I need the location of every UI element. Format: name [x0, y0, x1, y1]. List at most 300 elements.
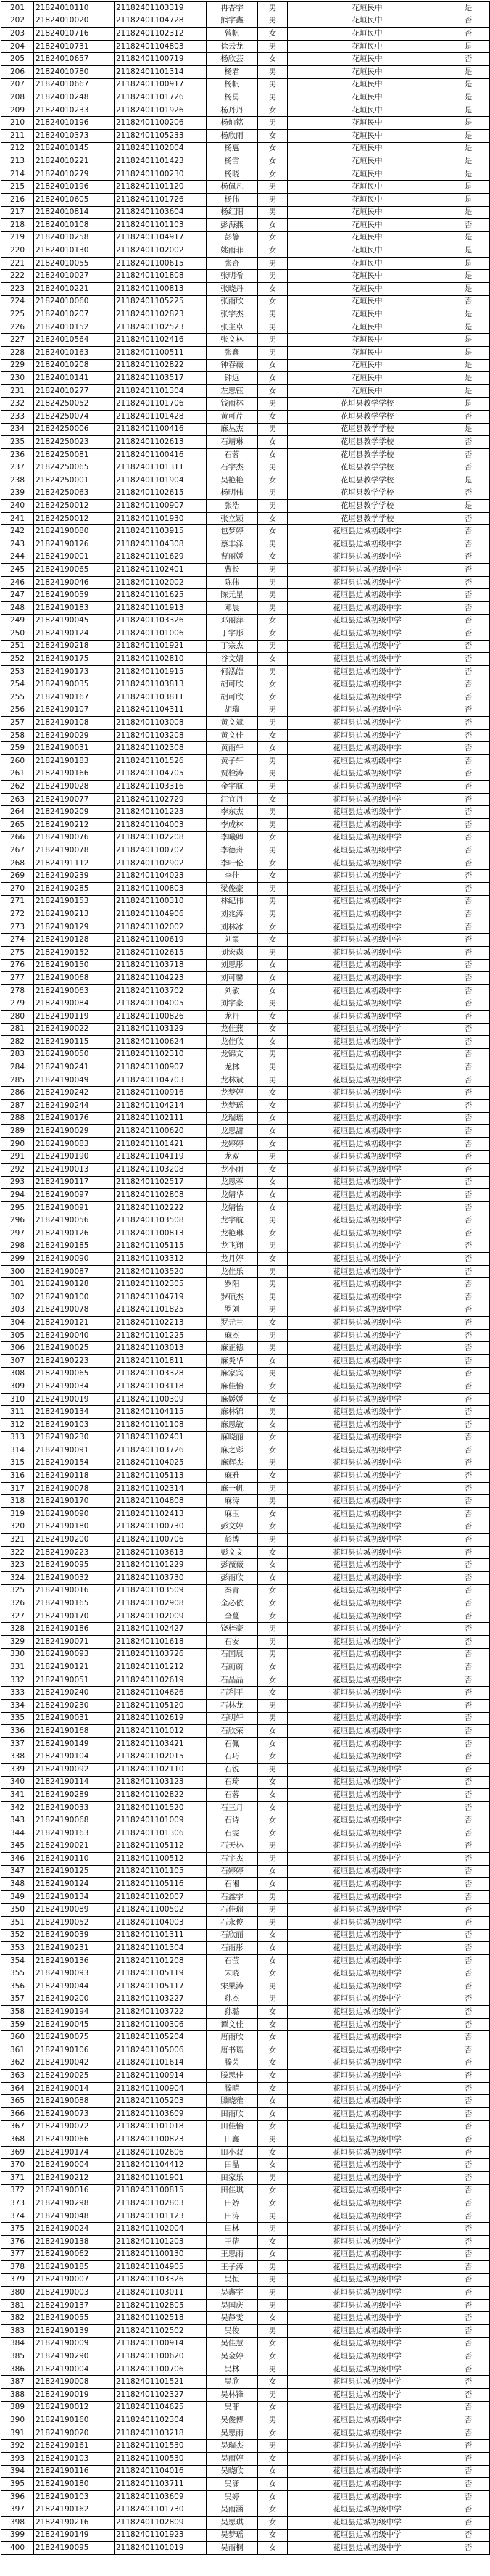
table-row [1, 2095, 490, 2108]
status-flag: 否 [447, 1648, 490, 1661]
student-name: 石天林 [207, 1840, 258, 1853]
gender: 女 [258, 283, 288, 296]
status-flag: 否 [447, 2159, 490, 2172]
student-name: 宋晓 [207, 1967, 258, 1980]
gender: 女 [258, 831, 288, 844]
status-flag: 否 [447, 1712, 490, 1725]
school-name: 花垣民中 [288, 142, 447, 155]
registration-number: 21824190124 [34, 627, 115, 641]
table-row [1, 104, 490, 117]
row-number: 279 [1, 997, 34, 1011]
candidate-number: 21182401103118 [115, 1380, 207, 1394]
gender: 女 [258, 359, 288, 372]
row-number: 386 [1, 2363, 34, 2376]
status-flag: 否 [447, 1801, 490, 1814]
school-name: 花垣县边城初级中学 [288, 921, 447, 934]
student-name: 吴晓欣 [207, 2465, 258, 2478]
status-flag: 否 [447, 2427, 490, 2440]
candidate-number: 21182401105115 [115, 1240, 207, 1253]
row-number: 211 [1, 129, 34, 142]
row-number: 352 [1, 1929, 34, 1942]
registration-number: 21824190186 [34, 1623, 115, 1636]
school-name: 花垣县边城初级中学 [288, 2197, 447, 2210]
table-row [1, 2018, 490, 2031]
registration-number: 21824190153 [34, 895, 115, 908]
status-flag: 否 [447, 1890, 490, 1904]
row-number: 273 [1, 921, 34, 934]
status-flag: 否 [447, 1137, 490, 1151]
student-name: 田涛 [207, 2210, 258, 2223]
registration-number: 21824190126 [34, 538, 115, 551]
registration-number: 21824190100 [34, 1291, 115, 1304]
gender: 女 [258, 168, 288, 181]
row-number: 340 [1, 1776, 34, 1789]
row-number: 322 [1, 1546, 34, 1559]
table-row [1, 1904, 490, 1917]
status-flag: 否 [447, 1125, 490, 1138]
candidate-number: 21182401101618 [115, 1636, 207, 1649]
student-name: 秦青 [207, 1584, 258, 1597]
row-number: 379 [1, 2273, 34, 2287]
school-name: 花垣县教学学校 [288, 398, 447, 411]
student-name: 杨雪 [207, 155, 258, 168]
candidate-number: 21182401103129 [115, 1023, 207, 1036]
student-name: 麻辉杰 [207, 1457, 258, 1470]
candidate-number: 21182401104115 [115, 1406, 207, 1419]
registration-number: 21824190093 [34, 1648, 115, 1661]
registration-number: 21824190095 [34, 1559, 115, 1572]
school-name: 花垣县边城初级中学 [288, 1917, 447, 1930]
status-flag: 否 [447, 295, 490, 308]
status-flag: 否 [447, 2453, 490, 2466]
registration-number: 21824190242 [34, 1087, 115, 1100]
student-name: 石林龙 [207, 1699, 258, 1712]
gender: 男 [258, 1151, 288, 1164]
gender: 女 [258, 1176, 288, 1189]
registration-number: 21824190063 [34, 984, 115, 997]
registration-number: 21824250023 [34, 436, 115, 449]
candidate-number: 21182401104728 [115, 15, 207, 28]
registration-number: 21824190084 [34, 997, 115, 1011]
gender: 女 [258, 1967, 288, 1980]
table-row [1, 601, 490, 614]
status-flag: 是 [447, 142, 490, 155]
row-number: 295 [1, 1201, 34, 1214]
registration-number: 21824190103 [34, 2453, 115, 2466]
registration-number: 21824190200 [34, 1534, 115, 1547]
gender: 男 [258, 1329, 288, 1342]
row-number: 202 [1, 15, 34, 28]
row-number: 330 [1, 1648, 34, 1661]
status-flag: 否 [447, 1482, 490, 1495]
status-flag: 否 [447, 1342, 490, 1355]
candidate-number: 21182401102823 [115, 308, 207, 321]
school-name: 花垣县边城初级中学 [288, 908, 447, 921]
table-row [1, 423, 490, 436]
table-row [1, 525, 490, 538]
student-name: 谷文婧 [207, 653, 258, 666]
gender: 男 [258, 487, 288, 500]
school-name: 花垣县边城初级中学 [288, 959, 447, 972]
row-number: 392 [1, 2440, 34, 2453]
school-name: 花垣县教学学校 [288, 474, 447, 487]
registration-number: 21824190290 [34, 2350, 115, 2363]
table-row [1, 729, 490, 742]
gender: 女 [258, 2478, 288, 2491]
candidate-number: 21182401105233 [115, 129, 207, 142]
table-row [1, 1342, 490, 1355]
student-name: 张晓丹 [207, 283, 258, 296]
student-name: 彭文文 [207, 1546, 258, 1559]
student-name: 全必依 [207, 1597, 258, 1610]
school-name: 花垣县边城初级中学 [288, 678, 447, 691]
status-flag: 否 [447, 742, 490, 755]
row-number: 378 [1, 2261, 34, 2274]
registration-number: 21824250012 [34, 512, 115, 525]
gender: 女 [258, 729, 288, 742]
school-name: 花垣县边城初级中学 [288, 1240, 447, 1253]
student-name: 杨惠 [207, 142, 258, 155]
registration-number: 21824190138 [34, 2235, 115, 2248]
gender: 男 [258, 1048, 288, 1061]
status-flag: 否 [447, 525, 490, 538]
row-number: 245 [1, 564, 34, 577]
candidate-number: 21182401101208 [115, 1954, 207, 1967]
school-name: 花垣县教学学校 [288, 487, 447, 500]
gender: 女 [258, 1929, 288, 1942]
status-flag: 否 [447, 1572, 490, 1585]
table-row [1, 270, 490, 283]
candidate-number: 21182401102822 [115, 1789, 207, 1802]
row-number: 313 [1, 1431, 34, 1444]
table-row [1, 2516, 490, 2529]
candidate-number: 21182401104906 [115, 908, 207, 921]
gender: 女 [258, 2529, 288, 2542]
gender: 女 [258, 1112, 288, 1125]
school-name: 花垣县边城初级中学 [288, 2133, 447, 2147]
school-name: 花垣县边城初级中学 [288, 2223, 447, 2236]
student-name: 张立颖 [207, 512, 258, 525]
row-number: 218 [1, 219, 34, 232]
school-name: 花垣县边城初级中学 [288, 1380, 447, 1394]
school-name: 花垣县边城初级中学 [288, 2082, 447, 2095]
candidate-number: 21182401102004 [115, 2223, 207, 2236]
row-number: 380 [1, 2287, 34, 2300]
school-name: 花垣县边城初级中学 [288, 934, 447, 947]
row-number: 336 [1, 1725, 34, 1738]
status-flag: 是 [447, 500, 490, 513]
row-number: 387 [1, 2376, 34, 2389]
candidate-number: 21182401101726 [115, 193, 207, 206]
table-row [1, 2363, 490, 2376]
gender: 男 [258, 1061, 288, 1074]
candidate-number: 21182401103312 [115, 1253, 207, 1266]
table-row [1, 1253, 490, 1266]
student-name: 刘宇豪 [207, 997, 258, 1011]
gender: 女 [258, 1687, 288, 1700]
student-name: 龙婧怡 [207, 1201, 258, 1214]
status-flag: 否 [447, 1431, 490, 1444]
student-name: 田佳琪 [207, 2184, 258, 2197]
student-name: 梁俊豪 [207, 882, 258, 895]
status-flag: 否 [447, 717, 490, 730]
table-row [1, 1164, 490, 1177]
table-row [1, 972, 490, 985]
table-row [1, 1367, 490, 1380]
gender: 男 [258, 308, 288, 321]
gender: 男 [258, 1993, 288, 2006]
row-number: 355 [1, 1967, 34, 1980]
registration-number: 21824190045 [34, 614, 115, 627]
gender: 男 [258, 206, 288, 219]
gender: 女 [258, 53, 288, 66]
status-flag: 否 [447, 2018, 490, 2031]
school-name: 花垣县边城初级中学 [288, 882, 447, 895]
gender: 男 [258, 461, 288, 474]
registration-number: 21824190007 [34, 2273, 115, 2287]
row-number: 262 [1, 781, 34, 794]
school-name: 花垣县边城初级中学 [288, 2120, 447, 2133]
row-number: 293 [1, 1176, 34, 1189]
candidate-number: 21182401101706 [115, 398, 207, 411]
student-name: 刘霞 [207, 934, 258, 947]
registration-number: 21824190056 [34, 1214, 115, 1227]
status-flag: 否 [447, 1457, 490, 1470]
table-row [1, 742, 490, 755]
gender: 女 [258, 1508, 288, 1521]
gender: 男 [258, 257, 288, 270]
row-number: 275 [1, 946, 34, 959]
gender: 女 [258, 448, 288, 461]
status-flag: 否 [447, 1967, 490, 1980]
table-row [1, 627, 490, 641]
student-name: 刘兆涛 [207, 908, 258, 921]
student-name: 刘敏 [207, 984, 258, 997]
school-name: 花垣县边城初级中学 [288, 1137, 447, 1151]
row-number: 346 [1, 1853, 34, 1866]
candidate-number: 21182401100914 [115, 2070, 207, 2083]
gender: 女 [258, 2427, 288, 2440]
row-number: 252 [1, 653, 34, 666]
status-flag: 否 [447, 2248, 490, 2261]
status-flag: 否 [447, 1827, 490, 1840]
student-name: 陈伟 [207, 576, 258, 589]
registration-number: 21824010221 [34, 283, 115, 296]
student-name: 龙思甜 [207, 1125, 258, 1138]
gender: 女 [258, 2006, 288, 2019]
row-number: 286 [1, 1087, 34, 1100]
row-number: 391 [1, 2427, 34, 2440]
student-name: 饶梓豪 [207, 1623, 258, 1636]
status-flag: 否 [447, 2235, 490, 2248]
row-number: 362 [1, 2057, 34, 2070]
school-name: 花垣县边城初级中学 [288, 1993, 447, 2006]
table-row [1, 2414, 490, 2427]
school-name: 花垣县边城初级中学 [288, 2401, 447, 2414]
table-row [1, 781, 490, 794]
gender: 男 [258, 347, 288, 360]
student-name: 杨佩凡 [207, 181, 258, 194]
gender: 男 [258, 1763, 288, 1776]
gender: 男 [258, 768, 288, 781]
student-name: 麻正德 [207, 1342, 258, 1355]
candidate-number: 21182401102401 [115, 1431, 207, 1444]
school-name: 花垣民中 [288, 193, 447, 206]
student-name: 彭薇薇 [207, 1559, 258, 1572]
table-row [1, 2465, 490, 2478]
registration-number: 21824250063 [34, 487, 115, 500]
status-flag: 否 [447, 768, 490, 781]
registration-number: 21824190062 [34, 2248, 115, 2261]
candidate-number: 21182401102809 [115, 2516, 207, 2529]
row-number: 267 [1, 844, 34, 857]
school-name: 花垣县边城初级中学 [288, 2376, 447, 2389]
registration-number: 21824250006 [34, 423, 115, 436]
row-number: 303 [1, 1304, 34, 1317]
candidate-number: 21182401103008 [115, 717, 207, 730]
candidate-number: 21182401100615 [115, 257, 207, 270]
registration-number: 21824190071 [34, 1636, 115, 1649]
table-row [1, 40, 490, 53]
row-number: 241 [1, 512, 34, 525]
school-name: 花垣县边城初级中学 [288, 819, 447, 832]
registration-number: 21824190134 [34, 1406, 115, 1419]
school-name: 花垣县边城初级中学 [288, 2248, 447, 2261]
row-number: 274 [1, 934, 34, 947]
gender: 男 [258, 1214, 288, 1227]
registration-number: 21824190128 [34, 1278, 115, 1291]
registration-number: 21824010207 [34, 308, 115, 321]
row-number: 298 [1, 1240, 34, 1253]
row-number: 239 [1, 487, 34, 500]
candidate-number: 21182401101625 [115, 589, 207, 602]
gender: 男 [258, 538, 288, 551]
gender: 男 [258, 2223, 288, 2236]
table-row [1, 1100, 490, 1113]
gender: 女 [258, 2107, 288, 2120]
row-number: 396 [1, 2490, 34, 2503]
school-name: 花垣民中 [288, 78, 447, 91]
status-flag: 否 [447, 53, 490, 66]
status-flag: 否 [447, 2312, 490, 2325]
candidate-number: 21182401103319 [115, 2, 207, 15]
row-number: 382 [1, 2312, 34, 2325]
candidate-number: 21182401100511 [115, 347, 207, 360]
row-number: 223 [1, 283, 34, 296]
status-flag: 否 [447, 1623, 490, 1636]
student-name: 江宜丹 [207, 793, 258, 806]
gender: 男 [258, 2325, 288, 2338]
student-name: 彭文婷 [207, 1521, 258, 1534]
school-name: 花垣县边城初级中学 [288, 1291, 447, 1304]
student-name: 吴静雯 [207, 2312, 258, 2325]
registration-number: 21824190124 [34, 1878, 115, 1891]
candidate-number: 21182401102002 [115, 921, 207, 934]
candidate-number: 21182401103604 [115, 206, 207, 219]
status-flag: 否 [447, 1291, 490, 1304]
candidate-number: 21182401105112 [115, 1840, 207, 1853]
row-number: 342 [1, 1801, 34, 1814]
status-flag: 否 [447, 1253, 490, 1266]
registration-number: 21824190170 [34, 1495, 115, 1508]
status-flag: 否 [447, 448, 490, 461]
gender: 女 [258, 1661, 288, 1674]
registration-number: 21824010258 [34, 231, 115, 244]
status-flag: 否 [447, 1521, 490, 1534]
school-name: 花垣县边城初级中学 [288, 781, 447, 794]
registration-number: 21824190091 [34, 1201, 115, 1214]
status-flag: 否 [447, 984, 490, 997]
status-flag: 否 [447, 921, 490, 934]
registration-number: 21824190025 [34, 1342, 115, 1355]
row-number: 207 [1, 78, 34, 91]
row-number: 203 [1, 28, 34, 41]
row-number: 320 [1, 1521, 34, 1534]
status-flag: 否 [447, 934, 490, 947]
candidate-number: 21182401102822 [115, 359, 207, 372]
table-row [1, 2159, 490, 2172]
registration-number: 21824190107 [34, 704, 115, 717]
registration-number: 21824190162 [34, 2503, 115, 2517]
school-name: 花垣民中 [288, 295, 447, 308]
gender: 女 [258, 2350, 288, 2363]
school-name: 花垣县边城初级中学 [288, 2490, 447, 2503]
gender: 男 [258, 908, 288, 921]
candidate-number: 21182401100916 [115, 1087, 207, 1100]
table-row [1, 2120, 490, 2133]
school-name: 花垣县边城初级中学 [288, 1482, 447, 1495]
candidate-number: 21182401104023 [115, 870, 207, 883]
registration-number: 21824010248 [34, 91, 115, 104]
table-row [1, 2082, 490, 2095]
student-name: 杨帆 [207, 78, 258, 91]
candidate-number: 21182401101614 [115, 2057, 207, 2070]
status-flag: 是 [447, 372, 490, 385]
gender: 男 [258, 589, 288, 602]
gender: 女 [258, 28, 288, 41]
registration-number: 21824190239 [34, 870, 115, 883]
school-name: 花垣县边城初级中学 [288, 2414, 447, 2427]
status-flag: 否 [447, 1508, 490, 1521]
candidate-number: 21182401102310 [115, 1048, 207, 1061]
candidate-number: 21182401101921 [115, 640, 207, 653]
row-number: 291 [1, 1151, 34, 1164]
gender: 女 [258, 1023, 288, 1036]
row-number: 248 [1, 601, 34, 614]
registration-number: 21824190180 [34, 1521, 115, 1534]
student-name: 包梦婷 [207, 525, 258, 538]
candidate-number: 21182401104625 [115, 2401, 207, 2414]
student-name: 石永俊 [207, 1917, 258, 1930]
registration-number: 21824190190 [34, 1151, 115, 1164]
gender: 女 [258, 1201, 288, 1214]
school-name: 花垣县边城初级中学 [288, 742, 447, 755]
gender: 男 [258, 1304, 288, 1317]
candidate-number: 21182401101314 [115, 65, 207, 78]
status-flag: 否 [447, 1993, 490, 2006]
school-name: 花垣县边城初级中学 [288, 1597, 447, 1610]
gender: 男 [258, 946, 288, 959]
row-number: 310 [1, 1393, 34, 1406]
school-name: 花垣县边城初级中学 [288, 640, 447, 653]
student-name: 张明希 [207, 270, 258, 283]
row-number: 285 [1, 1074, 34, 1087]
school-name: 花垣县边城初级中学 [288, 653, 447, 666]
school-name: 花垣县边城初级中学 [288, 2516, 447, 2529]
registration-number: 21824190185 [34, 1240, 115, 1253]
gender: 女 [258, 2235, 288, 2248]
student-name: 龙佳乐 [207, 1265, 258, 1278]
